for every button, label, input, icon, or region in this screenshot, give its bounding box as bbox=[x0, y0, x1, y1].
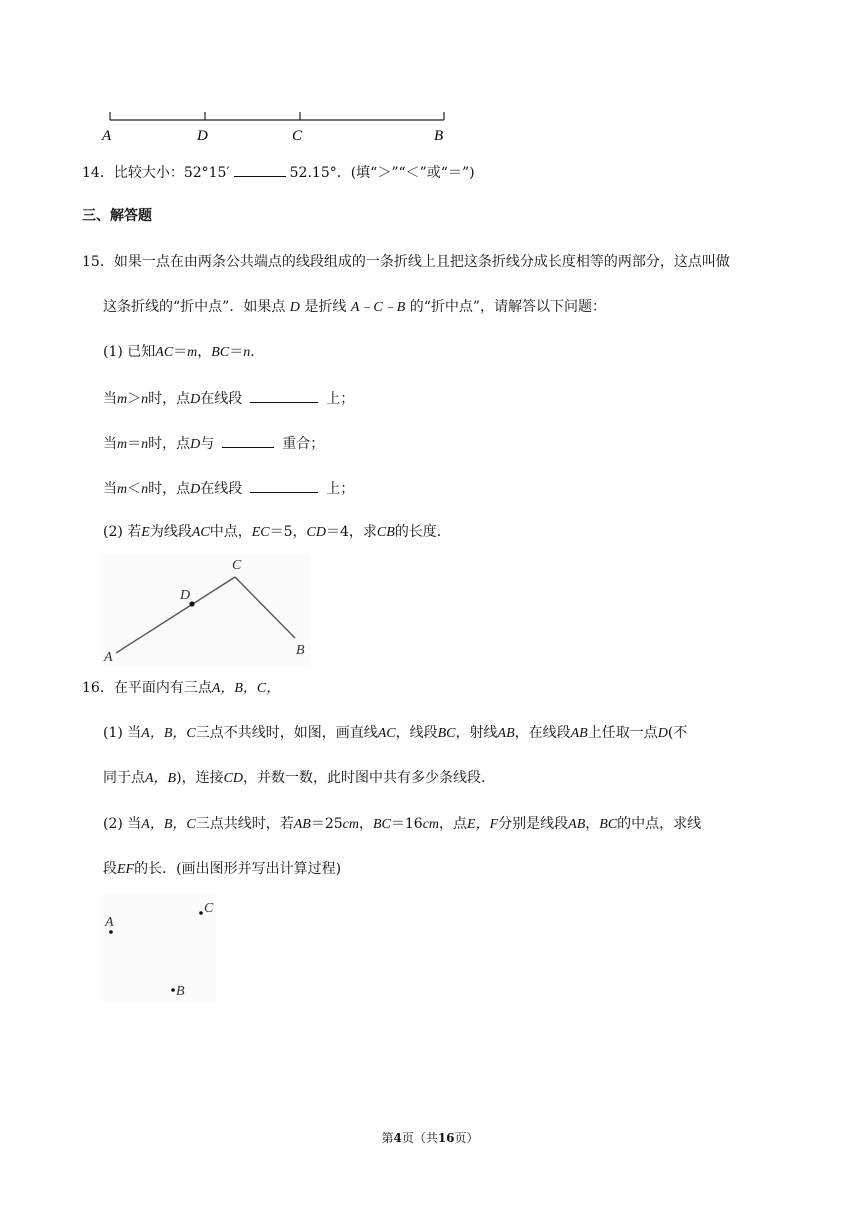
point-d bbox=[189, 601, 194, 606]
q14-text-a: 比较大小：52°15′ bbox=[113, 165, 230, 181]
q16-var: A，B，C bbox=[141, 726, 196, 741]
q16-number: 16． bbox=[82, 680, 114, 696]
q15-polyline-figure bbox=[102, 553, 317, 665]
q16-part-2-line-1 bbox=[103, 814, 701, 835]
q15-text: 时，点 bbox=[148, 436, 191, 452]
q15-line-1 bbox=[82, 252, 730, 272]
q16-text: 三点共线时，若 bbox=[195, 816, 294, 832]
q16-part-1-line-2 bbox=[103, 768, 495, 789]
q15-var: D bbox=[190, 437, 201, 452]
q15-text: 在线段 bbox=[200, 391, 243, 407]
q15-var: m bbox=[117, 482, 128, 497]
label-a: A bbox=[104, 650, 113, 665]
q16-var: cm bbox=[342, 817, 359, 832]
label-d: D bbox=[180, 588, 191, 603]
q15-case-3 bbox=[103, 477, 354, 500]
q16-text: ，线段 bbox=[395, 725, 438, 741]
q15-blank-3 bbox=[250, 477, 318, 493]
q14-number: 14． bbox=[82, 165, 114, 181]
q16-var: CD bbox=[223, 771, 244, 786]
q15-part-2 bbox=[103, 522, 451, 543]
q15-text: ＝4，求 bbox=[326, 524, 377, 540]
q15-text: ＝ bbox=[173, 344, 188, 360]
q15-var: m bbox=[187, 345, 198, 360]
q15-case-2 bbox=[103, 432, 324, 455]
label-d: D bbox=[197, 128, 208, 144]
q16-var: BC bbox=[437, 726, 456, 741]
q15-var: CB bbox=[376, 525, 395, 540]
number-line-figure bbox=[100, 104, 460, 146]
q15-text: 当 bbox=[103, 436, 117, 452]
q16-part-2-line-2 bbox=[103, 859, 341, 880]
q15-part-1 bbox=[103, 342, 255, 363]
q16-var: EF bbox=[117, 862, 135, 877]
q15-case-1 bbox=[103, 387, 354, 410]
q15-line1-text: 如果一点在由两条公共端点的线段组成的一条折线上且把这条折线分成长度相等的两部分，这点叫做 bbox=[113, 254, 730, 270]
q16-text: ＝25 bbox=[310, 816, 343, 832]
q15-text: ＝ bbox=[127, 436, 142, 452]
q15-blank-1 bbox=[250, 387, 318, 403]
q15-var: m bbox=[117, 392, 128, 407]
q16-text: 在平面内有三点 bbox=[113, 680, 212, 696]
q16-text: ， bbox=[585, 816, 600, 832]
q15-text: 在线段 bbox=[200, 481, 243, 497]
q15-text: 重合； bbox=[282, 436, 325, 452]
q16-text: ，射线 bbox=[455, 725, 498, 741]
q15-text: 时，点 bbox=[148, 391, 191, 407]
point-a bbox=[109, 930, 113, 934]
q15-var: m bbox=[117, 437, 128, 452]
q15-var: D bbox=[190, 392, 201, 407]
q15-text: 上； bbox=[326, 391, 355, 407]
q15-text: 中点， bbox=[209, 524, 252, 540]
q16-var: AB bbox=[497, 726, 515, 741]
q14-text-b: 52.15°．(填“＞”“＜”或“＝”) bbox=[289, 165, 475, 181]
footer-page-number: 4 bbox=[393, 1131, 402, 1145]
q15-var: n bbox=[243, 345, 251, 360]
q16-line-1 bbox=[82, 678, 280, 699]
q16-text: (1) 当 bbox=[103, 725, 142, 741]
q16-var: AC bbox=[377, 726, 396, 741]
q16-var: BC bbox=[599, 817, 618, 832]
q16-text: ，在线段 bbox=[514, 725, 571, 741]
q15-text: 当 bbox=[103, 391, 117, 407]
q16-text: (不 bbox=[667, 725, 688, 741]
q15-var: AC bbox=[191, 525, 210, 540]
q15-text: 与 bbox=[200, 436, 215, 452]
point-c bbox=[199, 911, 203, 915]
q15-var: n bbox=[141, 392, 149, 407]
q16-text: 的长．(画出图形并写出计算过程) bbox=[134, 861, 342, 877]
footer-text: 页（共 bbox=[401, 1131, 438, 1145]
q16-var: A，B，C， bbox=[211, 681, 281, 696]
q16-text: 同于点 bbox=[103, 770, 145, 786]
q16-text: ，点 bbox=[439, 816, 468, 832]
q15-line-2 bbox=[103, 297, 606, 318]
q16-var: cm bbox=[422, 817, 440, 832]
q15-var: D bbox=[190, 482, 201, 497]
q16-text: 上任取一点 bbox=[587, 725, 658, 741]
q15-text: 的长度． bbox=[394, 524, 451, 540]
q16-part-1-line-1 bbox=[103, 723, 687, 744]
q16-text: 的中点，求线 bbox=[617, 816, 702, 832]
q15-var: CD bbox=[306, 525, 326, 540]
footer-text: 页） bbox=[454, 1131, 479, 1145]
q16-text: ＝16 bbox=[390, 816, 423, 832]
label-a: A bbox=[105, 915, 114, 930]
q16-text: 三点不共线时，如图，画直线 bbox=[195, 725, 378, 741]
footer-total-pages: 16 bbox=[437, 1131, 455, 1145]
q15-text: (2) 若 bbox=[103, 524, 142, 540]
q16-var: BC bbox=[373, 817, 391, 832]
q15-text: 时，点 bbox=[148, 481, 191, 497]
q16-var: AB bbox=[293, 817, 311, 832]
segment-cb bbox=[235, 577, 295, 638]
q16-var: A，B，C bbox=[141, 817, 196, 832]
q15-text: 上； bbox=[326, 481, 355, 497]
q16-var: AB bbox=[568, 817, 586, 832]
question-14 bbox=[82, 161, 475, 183]
label-c: C bbox=[232, 558, 242, 573]
q15-text: 这条折线的“折中点”．如果点 bbox=[103, 299, 286, 315]
q16-points-figure bbox=[100, 895, 225, 1001]
label-b: B bbox=[434, 128, 444, 144]
q15-var: EC bbox=[251, 525, 270, 540]
q16-var: E，F bbox=[467, 817, 499, 832]
q16-text: ，并数一数，此时图中共有多少条线段． bbox=[243, 770, 496, 786]
q15-text: (1) 已知 bbox=[103, 344, 156, 360]
q16-text: )，连接 bbox=[176, 770, 224, 786]
point-b bbox=[171, 988, 175, 992]
q15-var: A﹣C﹣B bbox=[350, 300, 406, 315]
q16-text: (2) 当 bbox=[103, 816, 142, 832]
q14-blank bbox=[234, 161, 286, 177]
q15-var: n bbox=[141, 437, 149, 452]
q15-blank-2 bbox=[222, 432, 274, 448]
q15-text: ＝5， bbox=[269, 524, 307, 540]
label-b: B bbox=[176, 984, 185, 999]
q16-var: AB bbox=[570, 726, 588, 741]
q15-text: 当 bbox=[103, 481, 117, 497]
q16-text: 分别是线段 bbox=[498, 816, 569, 832]
footer-text: 第 bbox=[381, 1131, 394, 1145]
q15-number: 15． bbox=[82, 254, 114, 270]
q15-var: n bbox=[141, 482, 149, 497]
q15-text: ＝ bbox=[229, 344, 244, 360]
q15-var: D bbox=[289, 300, 300, 315]
q15-text: ， bbox=[197, 344, 212, 360]
q15-text: ＜ bbox=[127, 481, 142, 497]
q15-var: E bbox=[141, 525, 150, 540]
q15-text: ＞ bbox=[127, 391, 142, 407]
q15-text: . bbox=[250, 344, 255, 360]
q15-text: 的“折中点”，请解答以下问题： bbox=[409, 299, 607, 315]
label-c: C bbox=[204, 901, 214, 916]
label-c: C bbox=[292, 128, 303, 144]
segment-ac bbox=[116, 577, 235, 653]
section-3-heading: 三、解答题 bbox=[82, 208, 152, 224]
q16-text: 段 bbox=[103, 861, 117, 877]
q15-text: 为线段 bbox=[149, 524, 192, 540]
q16-var: D bbox=[657, 726, 668, 741]
q16-var: A，B bbox=[145, 771, 177, 786]
q15-var: BC bbox=[211, 345, 230, 360]
q15-text: 是折线 bbox=[304, 299, 347, 315]
label-a: A bbox=[102, 128, 112, 144]
label-b: B bbox=[296, 643, 305, 658]
page-footer bbox=[0, 1129, 860, 1146]
q15-var: AC bbox=[155, 345, 174, 360]
q16-text: ， bbox=[359, 816, 373, 832]
